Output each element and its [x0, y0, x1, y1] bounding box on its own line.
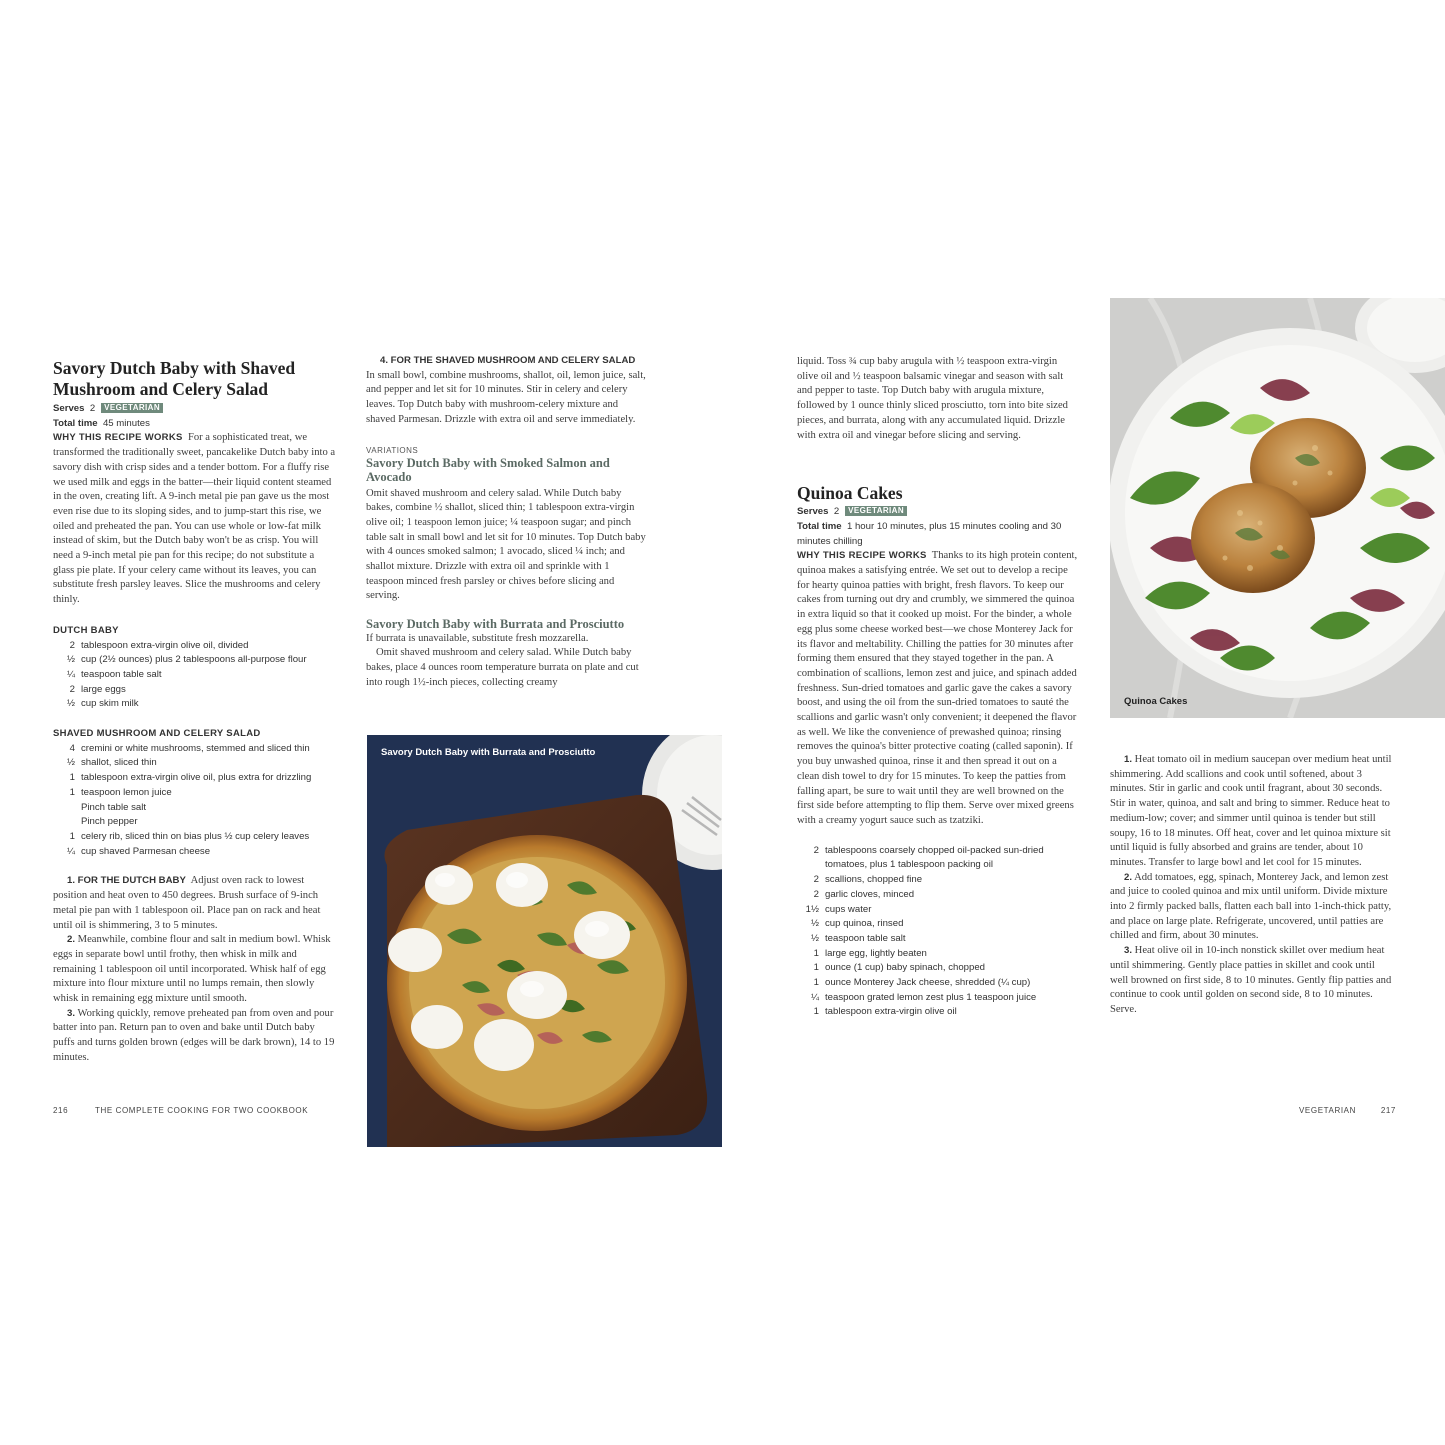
ingredient-quantity: ½: [810, 918, 819, 930]
steps: [53, 874, 336, 1065]
ingredient-text: cup (2½ ounces) plus 2 tablespoons all-purpose flour: [81, 654, 307, 666]
continued-text: liquid. Toss ¾ cup baby arugula with ½ teaspoon extra-virgin olive oil and ½ teaspoon balsamic vinegar and season with salt and pepper to taste. Top Dutch baby with arugula mixture, followed by 1 ounce thinly sliced prosciutto, torn into bite sized pieces, and burrata, along with any accumulated liquid. Drizzle with extra oil and vinegar before slicing and serving.: [797, 356, 1068, 441]
section-heading-salad: SHAVED MUSHROOM AND CELERY SALAD: [53, 728, 261, 740]
ingredient-quantity: 1: [69, 830, 75, 842]
variation-title-salmon: Savory Dutch Baby with Smoked Salmon and Avocado: [366, 455, 610, 485]
section-name: VEGETARIAN: [1299, 1106, 1356, 1115]
ingredient-quantity: 1: [69, 772, 75, 784]
ingredient-quantity: ½: [810, 932, 819, 944]
ingredient-text: teaspoon table salt: [825, 932, 906, 944]
ingredient-quantity: ½: [66, 698, 75, 710]
quinoa-step-3: 3. Heat olive oil in 10-inch nonstick skillet over medium heat until shimmering. Gently place patties in skillet and cook until well browned on first side, 8 to 10 minutes. Gently flip patties and continue to cook until golden on second side, 8 to 10 minutes. Serve.: [1110, 945, 1392, 1015]
step-3: 3. Working quickly, remove preheated pan from oven and pour batter into pan. Return pan to oven and bake until Dutch baby puffs and turns golden brown (edges will be dark brown), 14 to 19 minutes.: [53, 1007, 335, 1063]
dutch-baby-illustration: [367, 735, 722, 1147]
ingredient-quantity: 1: [69, 786, 75, 798]
section-heading-dutch-baby: DUTCH BABY: [53, 624, 119, 636]
left-column-2: [366, 354, 646, 690]
ingredient-quantity: ¼: [810, 991, 819, 1003]
ingredient-item: [797, 947, 1079, 962]
ingredient-quantity: 1: [813, 947, 819, 959]
step-2: 2. Meanwhile, combine flour and salt in medium bowl. Whisk eggs in separate bowl until frothy, then whisk in milk and remaining 1 tablespoon oil until incorporated. Whisk half of egg mixture into flour mixture until no lumps remain, then slowly whisk in remaining egg mixture until smooth.: [53, 934, 331, 1005]
right-column-2: [1110, 753, 1392, 1018]
ingredient-quantity: 2: [813, 888, 819, 900]
quinoa-cakes-illustration: [1110, 298, 1445, 718]
ingredient-text: teaspoon grated lemon zest plus 1 teaspoon juice: [825, 991, 1037, 1003]
footer-left: [53, 1106, 308, 1115]
ingredient-quantity: ½: [66, 654, 75, 666]
ingredient-item: [797, 873, 1079, 888]
ingredient-text: cups water: [825, 903, 872, 915]
page-number-left: 216: [53, 1106, 69, 1115]
ingredient-item: [53, 668, 336, 683]
ingredient-text: tablespoon extra-virgin olive oil, plus extra for drizzling: [81, 772, 312, 784]
total-time-line: Total time 45 minutes: [53, 417, 150, 429]
ingredient-quantity: 2: [813, 874, 819, 886]
quinoa-ingredients: [797, 844, 1079, 1020]
page-number-right: 217: [1380, 1106, 1396, 1115]
quinoa-step-1: 1. Heat tomato oil in medium saucepan over medium heat until shimmering. Add scallions and cook until softened, about 3 minutes. Stir in garlic and cook until fragrant, about 30 seconds. Stir in water, quinoa, and salt and bring to simmer. Reduce heat to medium-low; cover; and simmer until quinoa is tender but still soupy, 16 to 18 minutes. Off heat, cover and let quinoa mixture sit until liquid is fully absorbed and grains are tender, about 10 minutes. Transfer to large bowl and let cool for 15 minutes.: [1110, 754, 1392, 868]
why-this-works: WHY THIS RECIPE WORKS For a sophisticated treat, we transformed the traditionally sweet, pancakelike Dutch baby into a savory dish with crisp sides and a tender bottom. For a fluffy rise we used milk and eggs in the batter—their liquid content steamed in the oven, creating lift. A 9-inch metal pie pan gave us the most even rise due to its sloping sides, and to jump-start this rise, we oiled and preheated the pan. You can use whole or low-fat milk instead of skim, but the Dutch baby won't be as crisp. You will need a 9-inch metal pie pan for this recipe; do not substitute a glass pie plate. If your celery came without its leaves, you can substitute fresh parsley leaves. Slice the mushrooms and celery thinly.: [53, 432, 336, 606]
ingredient-item: [53, 683, 336, 698]
salad-ingredients: [53, 742, 336, 860]
ingredient-text: ounce Monterey Jack cheese, shredded (¼ cup): [825, 977, 1031, 989]
ingredient-item: [53, 801, 336, 816]
ingredient-item: [797, 903, 1079, 918]
ingredient-text: tablespoons coarsely chopped oil-packed sun-dried tomatoes, plus 1 tablespoon packing oil: [825, 844, 1044, 871]
footer-right: [1299, 1106, 1396, 1115]
why-this-works-quinoa: WHY THIS RECIPE WORKS Thanks to its high protein content, quinoa makes a satisfying entrée. We set out to develop a recipe for hearty quinoa patties with bright, fresh flavors. To keep our cakes from turning out dry and crumbly, we simmered the quinoa in extra liquid so that it cooked up moist. For the binder, a whole egg plus some cheese worked best—we chose Monterey Jack for its flavor and meltability. Chilling the patties for 30 minutes after forming them ensured that they stayed together in the pan. A combination of scallions, lemon zest and juice, and spinach added freshness. Sun-dried tomatoes and garlic gave the cakes a savory boost, and using the oil from the sun-dried tomatoes to sauté the scallions and garlic wasn't only convenient; it deepened the flavor as well. We like the convenience of prewashed quinoa; rinsing removes the quinoa's bitter protective coating (called saponin). If you buy unwashed quinoa, rinse it and then spread it out on a clean dish towel to dry for 15 minutes. To keep the patties from falling apart, be sure to wait until they are well browned on the first side before attempting to flip them. Serve over mixed greens with a creamy yogurt sauce such as tzatziki.: [797, 550, 1078, 826]
ingredient-item: [797, 844, 1079, 873]
ingredient-text: tablespoon extra-virgin olive oil, divided: [81, 639, 249, 651]
vegetarian-badge-quinoa: VEGETARIAN: [845, 506, 907, 516]
left-column-1: [53, 358, 336, 1066]
variation-text-burrata-1: If burrata is unavailable, substitute fresh mozzarella.: [366, 632, 589, 644]
recipe-title-quinoa: Quinoa Cakes: [797, 483, 903, 504]
ingredient-text: teaspoon table salt: [81, 668, 162, 680]
ingredient-item: [53, 697, 336, 712]
ingredient-text: Pinch table salt: [81, 801, 147, 813]
ingredient-quantity: [53, 815, 81, 830]
ingredient-quantity: 2: [69, 639, 75, 651]
ingredient-text: Pinch pepper: [81, 816, 138, 828]
dutch-baby-photo: [367, 735, 722, 1147]
ingredient-text: tablespoon extra-virgin olive oil: [825, 1006, 957, 1018]
ingredient-item: [797, 976, 1079, 991]
ingredient-text: cup skim milk: [81, 698, 139, 710]
ingredient-item: [53, 786, 336, 801]
ingredient-text: large egg, lightly beaten: [825, 947, 927, 959]
photo-caption-dutch-baby: Savory Dutch Baby with Burrata and Prosciutto: [381, 747, 596, 758]
variation-title-burrata: Savory Dutch Baby with Burrata and Prosciutto: [366, 617, 625, 632]
ingredient-quantity: 2: [813, 844, 819, 856]
variation-text-burrata-2: Omit shaved mushroom and celery salad. While Dutch baby bakes, place 4 ounces room temperature burrata on plate and cut into rough 1½-inch pieces, collecting creamy: [366, 647, 639, 688]
ingredient-text: garlic cloves, minced: [825, 888, 915, 900]
quinoa-photo: [1110, 298, 1445, 718]
ingredient-text: cup shaved Parmesan cheese: [81, 845, 211, 857]
right-column-1: [797, 355, 1079, 1020]
dutch-baby-ingredients: [53, 639, 336, 713]
ingredient-item: [53, 771, 336, 786]
ingredient-text: shallot, sliced thin: [81, 757, 157, 769]
ingredient-quantity: ¼: [66, 668, 75, 680]
total-time-line-quinoa: Total time 1 hour 10 minutes, plus 15 minutes cooling and 30 minutes chilling: [797, 520, 1062, 547]
book-title: THE COMPLETE COOKING FOR TWO COOKBOOK: [94, 1106, 309, 1115]
ingredient-item: [53, 845, 336, 860]
ingredient-item: [797, 991, 1079, 1006]
ingredient-text: celery rib, sliced thin on bias plus ½ cup celery leaves: [81, 830, 310, 842]
ingredient-item: [797, 932, 1079, 947]
ingredient-quantity: 2: [69, 683, 75, 695]
photo-caption-quinoa: Quinoa Cakes: [1124, 696, 1188, 707]
ingredient-item: [797, 961, 1079, 976]
ingredient-quantity: ½: [66, 757, 75, 769]
ingredient-quantity: 4: [69, 742, 75, 754]
ingredient-text: ounce (1 cup) baby spinach, chopped: [825, 962, 986, 974]
vegetarian-badge: VEGETARIAN: [101, 403, 163, 413]
ingredient-text: teaspoon lemon juice: [81, 786, 172, 798]
ingredient-item: [797, 888, 1079, 903]
variations-label: VARIATIONS: [366, 445, 419, 455]
step-4: 4. FOR THE SHAVED MUSHROOM AND CELERY SALAD In small bowl, combine mushrooms, shallot, oil, lemon juice, salt, and pepper and let sit for 10 minutes. Stir in celery and celery leaves. Top Dutch baby with mushroom-celery mixture and shaved Parmesan. Drizzle with extra oil and serve immediately.: [366, 355, 646, 425]
ingredient-quantity: 1½: [805, 903, 819, 915]
step-1: 1. FOR THE DUTCH BABY Adjust oven rack to lowest position and heat oven to 450 degrees. Brush surface of 9-inch metal pie pan with 1 tablespoon oil. Place pan on rack and heat until oil is shimmering, 3 to 5 minutes.: [53, 875, 321, 931]
ingredient-quantity: 1: [813, 977, 819, 989]
serves-line-quinoa: Serves 2 VEGETARIAN: [797, 505, 1079, 520]
ingredient-item: [53, 756, 336, 771]
ingredient-quantity: [53, 801, 81, 816]
ingredient-item: [53, 742, 336, 757]
ingredient-item: [797, 917, 1079, 932]
quinoa-step-2: 2. Add tomatoes, egg, spinach, Monterey Jack, and lemon zest and juice to cooled quinoa and mix until uniform. Divide mixture into 2 firmly packed balls, flatten each ball into 1-inch-thick patty, and place on large plate. Refrigerate, uncovered, until patties are chilled and firm, about 30 minutes.: [1110, 871, 1392, 942]
ingredient-item: [53, 639, 336, 654]
ingredient-text: cremini or white mushrooms, stemmed and sliced thin: [81, 742, 310, 754]
ingredient-quantity: ¼: [66, 845, 75, 857]
ingredient-quantity: 1: [813, 1006, 819, 1018]
ingredient-item: [53, 815, 336, 830]
variation-text-salmon: Omit shaved mushroom and celery salad. While Dutch baby bakes, combine ½ shallot, sliced thin; 1 tablespoon extra-virgin olive oil; 1 teaspoon lemon juice; ¼ teaspoon sugar; and pinch table salt in small bowl and let sit for 10 minutes. Top Dutch baby with 4 ounces smoked salmon; 1 avocado, sliced ¼ inch; and shallot mixture. Drizzle with extra oil and sprinkle with 1 teaspoon minced fresh parsley or chives before slicing and serving.: [366, 487, 646, 602]
ingredient-text: scallions, chopped fine: [825, 874, 923, 886]
recipe-title: Savory Dutch Baby with Shaved Mushroom and Celery Salad: [53, 358, 296, 399]
serves-line: Serves 2 VEGETARIAN: [53, 402, 336, 417]
ingredient-text: cup quinoa, rinsed: [825, 918, 904, 930]
ingredient-item: [53, 653, 336, 668]
ingredient-item: [53, 830, 336, 845]
ingredient-text: large eggs: [81, 683, 126, 695]
ingredient-quantity: 1: [813, 962, 819, 974]
ingredient-item: [797, 1005, 1079, 1020]
